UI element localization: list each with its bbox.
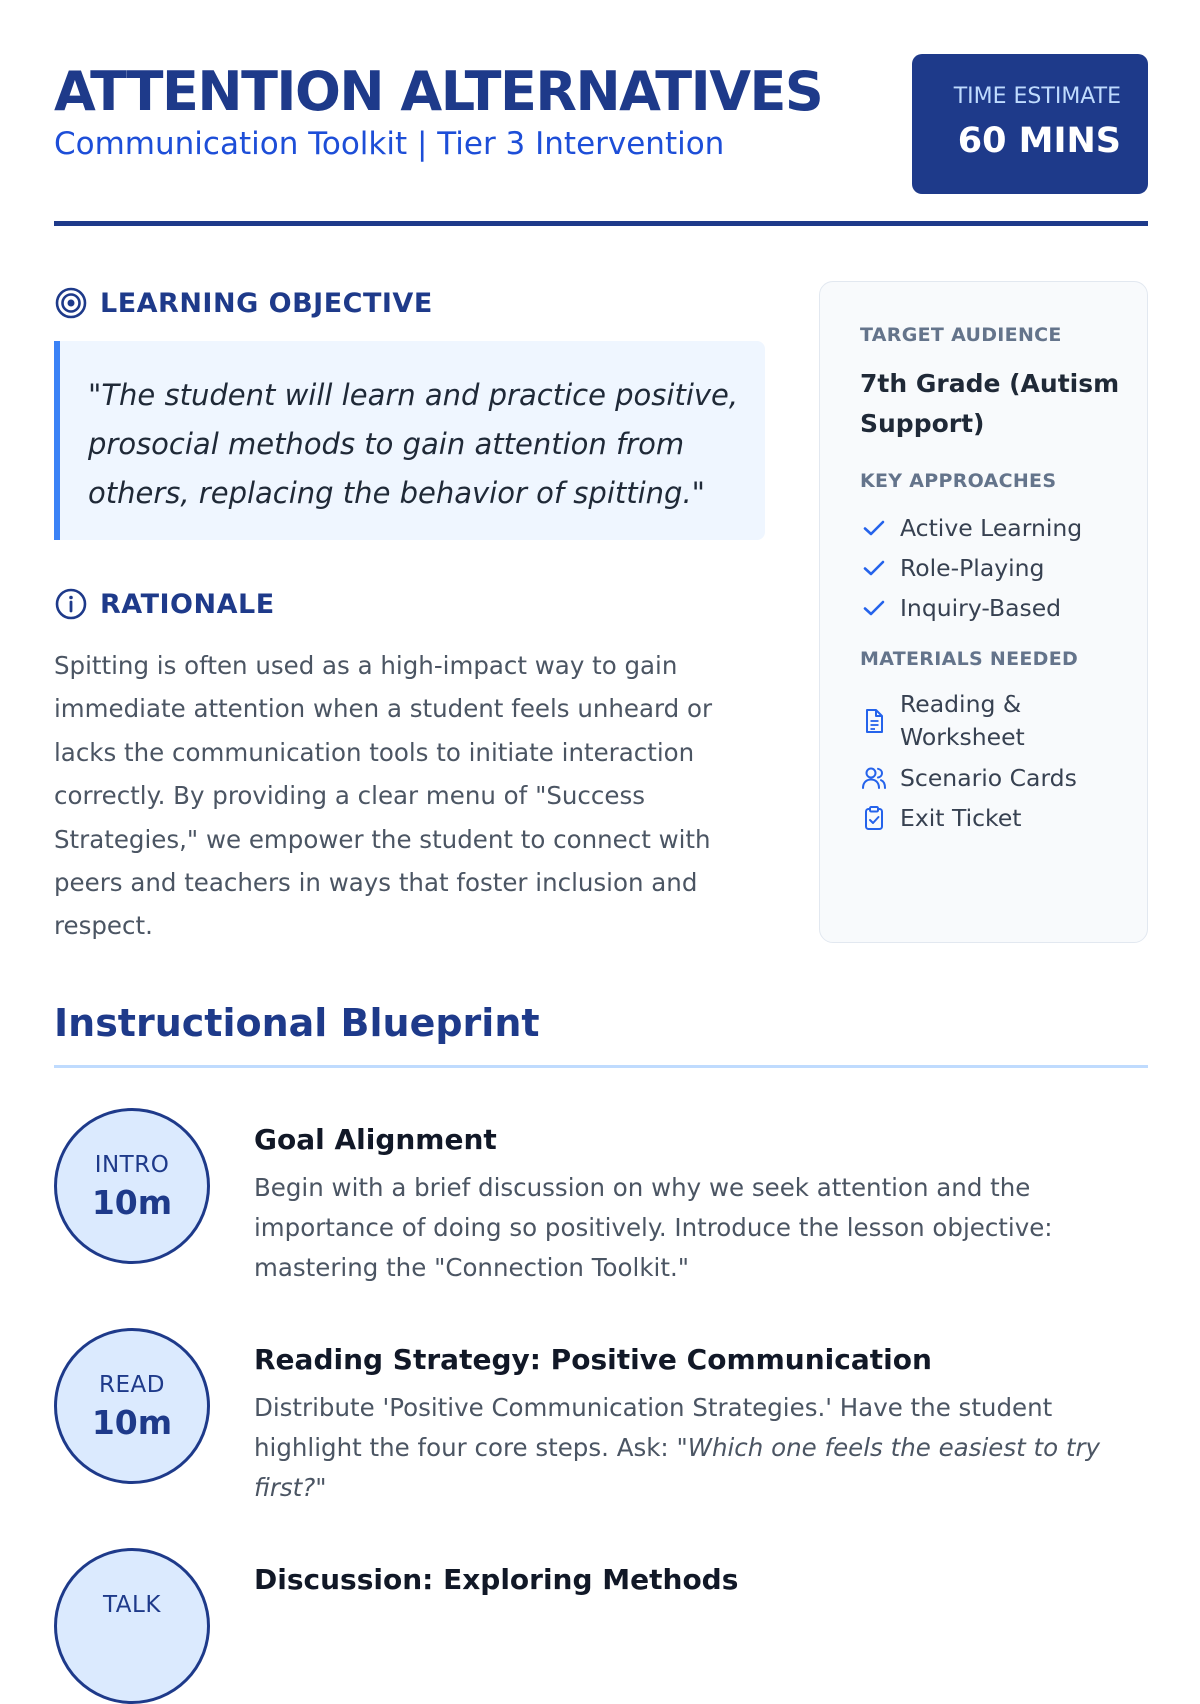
materials-label: MATERIALS NEEDED xyxy=(860,648,1079,670)
list-item xyxy=(860,548,1082,588)
page-title: ATTENTION ALTERNATIVES xyxy=(54,60,823,123)
step-tag: READ xyxy=(99,1372,165,1398)
approach-label: Role-Playing xyxy=(900,554,1045,582)
document-icon xyxy=(860,707,888,735)
approach-label: Inquiry-Based xyxy=(900,594,1062,622)
audience-label: TARGET AUDIENCE xyxy=(860,324,1062,346)
time-estimate-badge xyxy=(912,54,1148,194)
time-estimate-label: TIME ESTIMATE xyxy=(953,84,1121,109)
list-item xyxy=(860,588,1082,628)
step-heading: Discussion: Exploring Methods xyxy=(254,1563,739,1596)
rationale-heading-label: RATIONALE xyxy=(100,588,275,620)
material-label: Exit Ticket xyxy=(900,804,1022,832)
step-time-badge xyxy=(54,1108,210,1264)
step-body-question: "Which one feels the easiest to try first?" xyxy=(254,1433,1101,1502)
step-body xyxy=(254,1388,1144,1508)
rationale-heading xyxy=(54,586,275,622)
step-body-text: Distribute 'Positive Communication Strategies.' Have the student highlight the four core steps. Ask: xyxy=(254,1393,1053,1462)
blueprint-title: Instructional Blueprint xyxy=(54,1001,540,1045)
check-icon xyxy=(860,554,888,582)
rationale-text: Spitting is often used as a high-impact way to gain immediate attention when a student feels unheard or lacks the communication tools to initiate interaction correctly. By providing a clear menu of "Success Strategies," we empower the student to connect with peers and teachers in ways that foster inclusion and respect. xyxy=(54,651,713,941)
step-time-badge xyxy=(54,1328,210,1484)
approach-label: Active Learning xyxy=(900,514,1083,542)
list-item xyxy=(860,508,1082,548)
list-item xyxy=(860,798,1077,838)
objective-heading-label: LEARNING OBJECTIVE xyxy=(100,287,433,319)
check-icon xyxy=(860,514,888,542)
step-duration: 10m xyxy=(91,1403,173,1442)
step-heading: Reading Strategy: Positive Communication xyxy=(254,1343,932,1376)
step-time-badge xyxy=(54,1548,210,1704)
target-icon xyxy=(54,286,88,320)
step-body: Begin with a brief discussion on why we seek attention and the importance of doing so positively. Introduce the lesson objective: mastering the "Connection Toolkit." xyxy=(254,1173,1053,1282)
users-icon xyxy=(860,764,888,792)
info-icon xyxy=(54,587,88,621)
time-estimate-value: 60 MINS xyxy=(957,121,1121,161)
objective-quote: "The student will learn and practice positive, prosocial methods to gain attention from others, replacing the behavior of spitting." xyxy=(88,378,739,510)
step-tag: TALK xyxy=(103,1592,161,1618)
step-tag: INTRO xyxy=(94,1152,170,1178)
check-icon xyxy=(860,594,888,622)
approaches-label: KEY APPROACHES xyxy=(860,470,1057,492)
step-heading: Goal Alignment xyxy=(254,1123,497,1156)
page-header xyxy=(54,54,1148,194)
list-item xyxy=(860,684,1077,758)
material-label: Scenario Cards xyxy=(900,764,1077,792)
objective-heading xyxy=(54,285,433,321)
step-duration: 10m xyxy=(91,1183,173,1222)
header-divider xyxy=(54,221,1148,226)
approaches-list xyxy=(860,508,1082,628)
material-label: Reading & Worksheet xyxy=(900,690,1025,751)
audience-value: 7th Grade (Autism Support) xyxy=(860,369,1120,438)
lesson-info-card xyxy=(819,281,1148,943)
page-subtitle: Communication Toolkit | Tier 3 Intervention xyxy=(54,126,725,162)
list-item xyxy=(860,758,1077,798)
clipboard-check-icon xyxy=(860,804,888,832)
materials-list xyxy=(860,684,1077,838)
blueprint-divider xyxy=(54,1065,1148,1068)
objective-quote-box xyxy=(54,341,765,540)
